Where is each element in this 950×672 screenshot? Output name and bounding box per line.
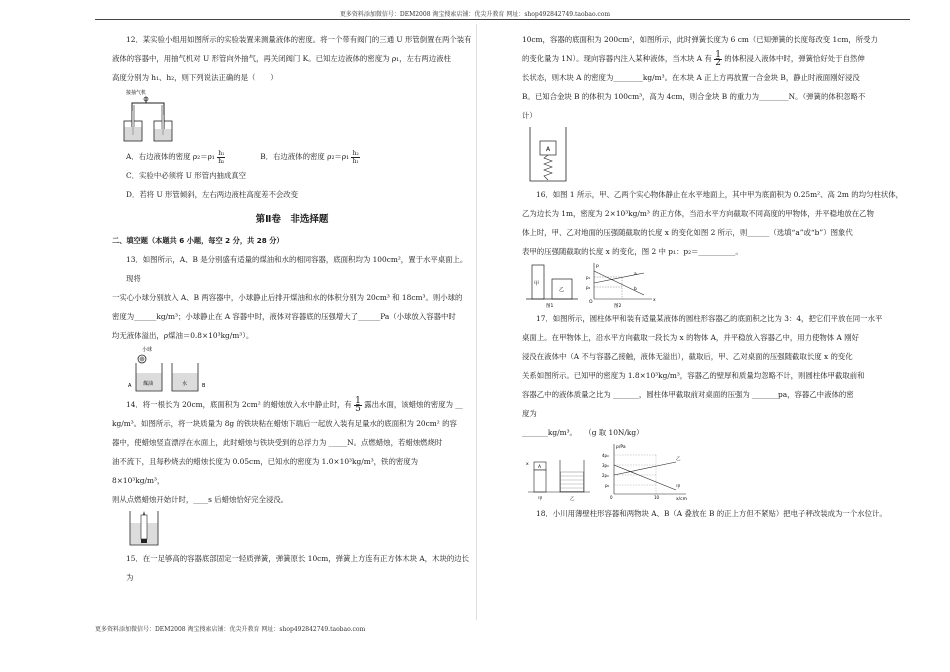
q12-option-a <box>112 147 472 166</box>
q14-frac-num: 1 <box>355 395 361 406</box>
q12-option-b-den: h₁ <box>352 157 359 165</box>
q14-line-3: 器中，使蜡烛竖直漂浮在水面上，此时蜡烛与铁块受到的总浮力为 _____N。点燃蜡烛，若蜡烛燃烧时 <box>112 438 443 447</box>
column-divider <box>476 24 477 620</box>
q16-line-4: 表甲的压强随截取的长度 x 的变化，图 2 中 p₁：p₂＝__________。 <box>522 247 743 256</box>
q16-fig2-x-axis: x <box>653 298 656 303</box>
q17-y-axis: p/Pa <box>616 445 626 450</box>
q15-spring-figure <box>524 125 584 185</box>
q13-a-label: A <box>128 383 132 389</box>
q15-line-3-pre: 的变化量为 1N）。现向容器内注入某种液体，当木块 A 有 <box>522 54 712 63</box>
q16-line-2: 乙为边长为 1m，密度为 2×10³kg/m³ 的正方体，当沿水平方向截取不同高度的甲物体，并平稳地放在乙物 <box>522 209 874 218</box>
q15-fraction <box>714 49 722 68</box>
q14-fraction <box>354 395 362 414</box>
q12-line-3: 高度分别为 h₁、h₂，则下列说法正确的是（ ） <box>112 73 278 82</box>
q12-u-tube-figure <box>112 87 192 147</box>
q16-line-1: 16．如图 1 所示，甲、乙两个实心物体静止在水平地面上，其中甲为底面积为 0.25m²、高 2m 的均匀柱状体， <box>536 190 904 199</box>
q12-option-a-den: h₂ <box>218 157 225 165</box>
q15-frac-num: 1 <box>715 49 721 60</box>
q15-line-3-post: 的体积浸入液体中时，弹簧恰好处于自然伸 <box>724 54 865 63</box>
q14-line-4: 油不流下，且每秒烧去的蜡烛长度为 0.05cm，已知水的密度为 1.0×10³kg/m³，铁的密度为 8×10³kg/m³， <box>112 457 419 485</box>
q17-tick-3p0: 3p₀ <box>602 463 609 468</box>
q12-option-c: C．实验中必须将 U 形管内抽成真空 <box>126 171 247 180</box>
q17-line-1: 17．如图所示，圆柱体甲和装有适量某液体的圆柱形容器乙的底面积之比为 3：4，把它们平放在同一水平 <box>536 314 883 323</box>
q14-frac-den: 5 <box>355 403 361 414</box>
q15-line-3 <box>522 49 916 68</box>
q17-origin: 0 <box>610 495 613 500</box>
q17-line-yi: 乙 <box>676 457 681 462</box>
q13-ball-label: 小球 <box>142 347 153 353</box>
q15-line-1: 15．在一足够高的容器底部固定一轻质弹簧，弹簧原长 10cm，弹簧上方连有正方体木块 A，木块的边长为 <box>126 554 470 582</box>
q12-option-d: D．若将 U 形管倾斜，左右两边液柱高度差不会改变 <box>126 190 299 199</box>
q15-line-6: 计） <box>522 111 537 120</box>
q16-fig2-b: b <box>634 287 637 292</box>
q15-block-a-label: A <box>546 146 551 153</box>
q12-line-2: 液体的容器中，用抽气机对 U 形管向外抽气，再关闭阀门 K。已知左边液体的密度为 ρ₁，左右两边液柱 <box>112 54 451 63</box>
q16-fig2-caption: 图2 <box>614 304 622 309</box>
q13-containers-figure <box>112 345 222 395</box>
section-title: 第Ⅱ卷 非选择题 <box>255 214 329 225</box>
q17-jia-label: 甲 <box>538 497 543 502</box>
q17-tick-p0: p₀ <box>605 483 610 488</box>
page-header: 更多资料添加微信号：DEM2008 淘宝搜索店铺：优尖升教育 网址：shop492842749.taobao.com <box>339 11 611 18</box>
q15-line-2: 10cm，容器的底面积为 200cm²，如图所示，此时弹簧长度为 6 cm（已知弹簧的长度每改变 1cm，所受力 <box>522 35 878 44</box>
q13-line-1: 13．如图所示，A、B 是分别盛有适量的煤油和水的相同容器，底面积均为 100cm²，置于水平桌面上。现将 <box>126 255 468 283</box>
q16-line-3: 体上时，甲、乙对地面的压强随截取的长度 x 的变化如图 2 所示，则______（选填“a”或“b”）图象代 <box>522 228 853 237</box>
q14-line-5: 则从点燃蜡烛开始计时，____s 后蜡烛恰好完全浸没。 <box>112 495 289 504</box>
q13-water-label: 水 <box>182 381 188 387</box>
q12-option-a-text: A．右边液体的密度 ρ₂＝ρ₁ <box>126 152 215 161</box>
q17-line-2: 桌面上。在甲物体上，沿水平方向截取一段长为 x 的物体 A，并平稳放入容器乙中，用力使物体 A 刚好 <box>522 333 859 342</box>
q12-option-b-text: B．右边液体的密度 ρ₂＝ρ₁ <box>260 152 350 161</box>
q17-line-3: 浸没在液体中（A 不与容器乙接触，液体无溢出），截取后，甲、乙对桌面的压强随截取长度 x 的变化 <box>522 352 853 361</box>
q18-line-1: 18．小川用薄壁柱形容器和两物块 A、B（A 叠放在 B 的正上方但不紧贴）把电子秤改装成为一个水位计。 <box>536 509 887 518</box>
q12-option-b-fraction <box>351 150 359 165</box>
q16-fig1-yi: 乙 <box>559 287 565 293</box>
q17-x-label: x <box>526 462 529 467</box>
q16-fig2-p2: p₂ <box>586 285 591 290</box>
q17-tick-10: 10 <box>654 495 660 500</box>
page-footer: 更多资料添加微信号：DEM2008 淘宝搜索店铺：优尖升教育 网址：shop492842749.taobao.com <box>95 626 366 633</box>
q13-line-2: 一实心小球分别放入 A、B 两容器中，小球静止后排开煤油和水的体积分别为 20cm³ 和 18cm³。则小球的 <box>112 293 463 302</box>
q12-option-a-num: h₁ <box>218 149 225 157</box>
q16-fig2-a: a <box>634 272 637 277</box>
q13-oil-label: 煤油 <box>143 381 154 387</box>
q16-fig2-p1: p₁ <box>586 275 591 280</box>
q13-line-4: 均无液体溢出，ρ煤油＝0.8×10³kg/m³）。 <box>112 331 254 340</box>
q17-tick-2p0: 2p₀ <box>602 473 609 478</box>
q16-fig2-p-axis: p <box>596 264 599 269</box>
q16-figures <box>522 261 662 309</box>
q14-line-1-pre: 14．将一根长为 20cm，底面积为 2cm² 的蜡烛放入水中静止时，有 <box>126 400 352 409</box>
left-column <box>112 30 472 587</box>
q14-line-2: kg/m³。如图所示，将一块质量为 8g 的铁块粘在蜡烛下端后一起放入装有足量水的底面积为 20cm² 的容 <box>112 419 457 428</box>
q17-a-label: A <box>538 465 542 470</box>
q16-fig2-origin: O <box>589 300 593 305</box>
q14-line-1-post: 露出水面，该蜡烛的密度为 __ <box>364 400 463 409</box>
q12-option-b-num: h₂ <box>352 149 359 157</box>
q17-figure <box>526 442 726 504</box>
q12-line-1: 12．某实验小组用如图所示的实验装置来测量液体的密度。将一个带有阀门的三通 U 形管倒置在两个装有 <box>126 35 472 44</box>
q15-line-4: 长状态，则木块 A 的密度为________kg/m³。在木块 A 正上方再放置一合金块 B，静止时液面刚好浸没 <box>522 73 860 82</box>
right-column <box>522 30 916 523</box>
q13-line-3: 密度为______kg/m³；小球静止在 A 容器中时，液体对容器底的压强增大了______Pa（小球放入容器中时 <box>112 312 456 321</box>
q17-line-7: _______kg/m³。 （g 取 10N/kg） <box>522 428 644 437</box>
q13-b-label: B <box>202 383 206 389</box>
q15-frac-den: 2 <box>715 57 721 68</box>
q12-pump-label: 接抽气机 <box>126 90 147 96</box>
q16-fig1-caption: 图1 <box>546 304 554 309</box>
q17-tick-4p0: 4p₀ <box>602 453 609 458</box>
q12-option-a-fraction <box>217 150 225 165</box>
q17-x-axis: x/cm <box>676 497 688 502</box>
q17-yi-label: 乙 <box>570 497 575 502</box>
q17-line-6: 度为 <box>522 409 537 418</box>
q17-line-5: 容器乙中的液体质量之比为 _______，圆柱体甲截取前对桌面的压强为 _______pa，容器乙中液体的密 <box>522 390 854 399</box>
q14-line-1 <box>112 395 472 414</box>
q16-fig1-jia: 甲 <box>534 281 540 287</box>
header-rule <box>95 19 910 20</box>
q17-line-jia: 甲 <box>676 485 681 490</box>
q17-line-4: 关系如图所示。已知甲的密度为 1.8×10³kg/m³，容器乙的壁厚和质量均忽略不计，则圆柱体甲截取前和 <box>522 371 865 380</box>
section-subtitle: 二、填空题（本题共 6 小题，每空 2 分，共 28 分） <box>112 236 284 245</box>
q14-candle-figure <box>120 509 180 549</box>
q15-line-5: B。已知合金块 B 的体积为 100cm³，高为 4cm，则合金块 B 的重力为________N。（弹簧的体积忽略不 <box>522 92 866 101</box>
